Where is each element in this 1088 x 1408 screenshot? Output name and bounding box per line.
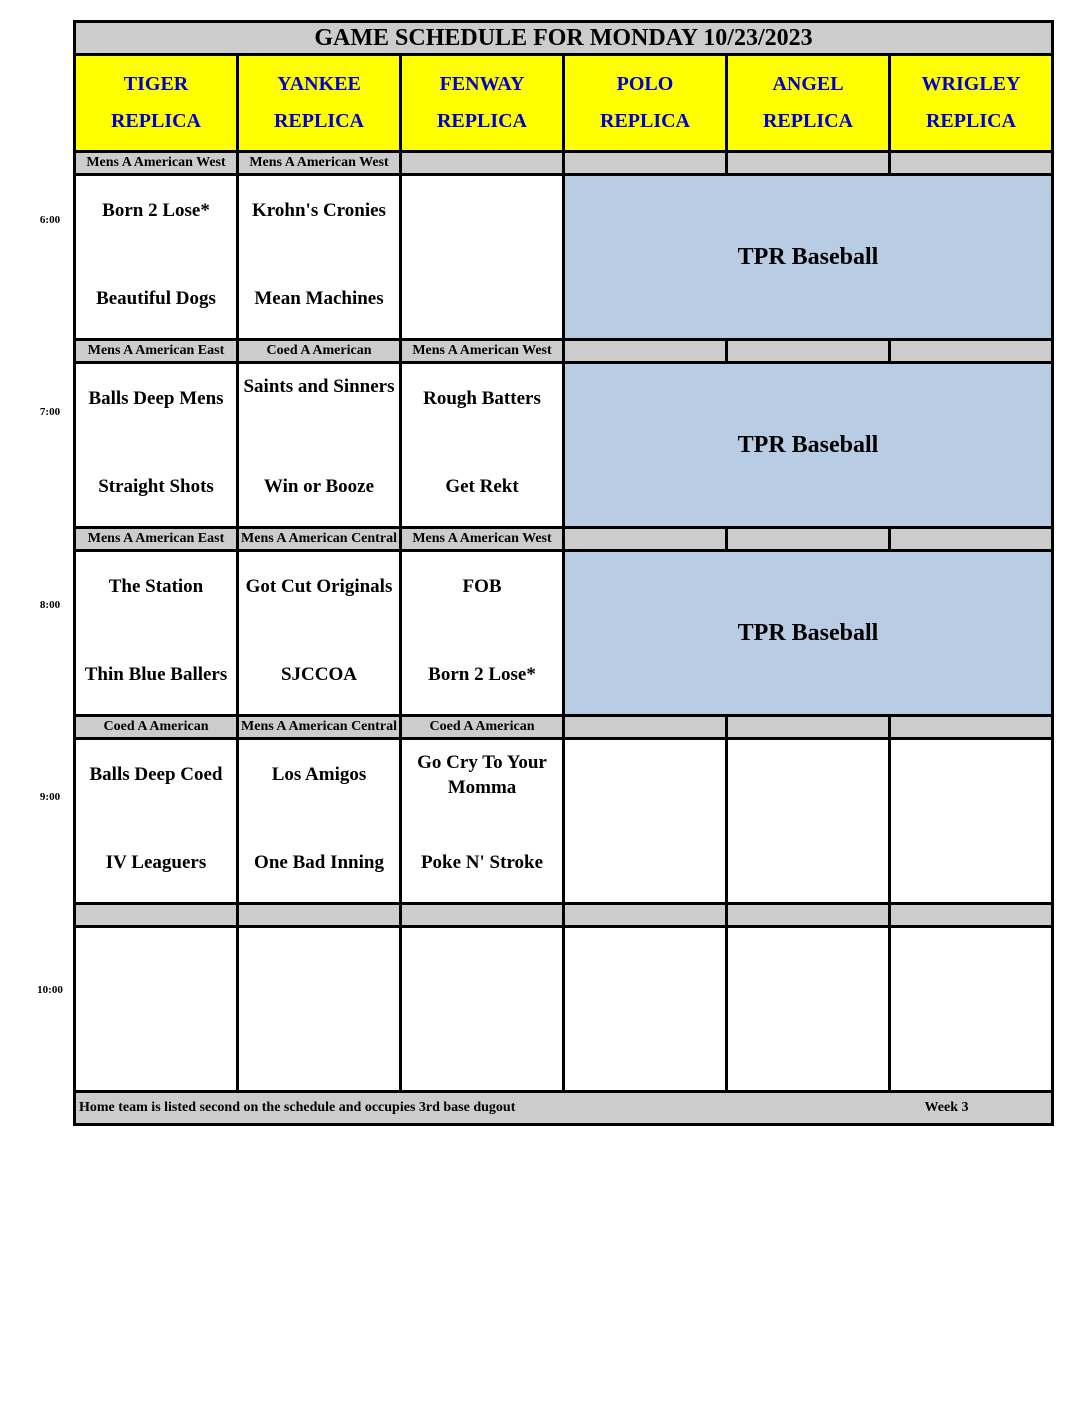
division-label: [238, 904, 401, 927]
division-label: Mens A American East: [75, 528, 238, 551]
division-label: [564, 340, 727, 363]
division-row-7pm: [75, 340, 1053, 363]
game-row-8pm: [75, 551, 1053, 716]
game-cell: [75, 739, 238, 904]
home-team-note: Home team is listed second on the schedule and occupies 3rd base dugout: [79, 1100, 516, 1115]
division-label: [564, 152, 727, 175]
tpr-baseball-block: TPR Baseball: [564, 175, 1053, 340]
division-row-6pm: [75, 152, 1053, 175]
division-label: [401, 152, 564, 175]
game-cell: [75, 363, 238, 528]
away-team: The Station: [108, 576, 204, 597]
home-team: Poke N' Stroke: [420, 852, 544, 873]
away-team: Got Cut Originals: [245, 576, 393, 597]
division-label: [727, 716, 890, 739]
away-team: Go Cry To Your Momma: [417, 752, 547, 798]
field-header-row: [75, 55, 1053, 152]
division-label: [727, 904, 890, 927]
field-header-polo: [564, 55, 727, 152]
field-subtitle: REPLICA: [110, 110, 201, 132]
field-header-tiger: [75, 55, 238, 152]
home-team: One Bad Inning: [254, 852, 384, 873]
game-cell: [75, 551, 238, 716]
division-label: Coed A American: [401, 716, 564, 739]
field-subtitle: REPLICA: [273, 110, 364, 132]
division-label: [564, 528, 727, 551]
division-label: Mens A American Central: [238, 716, 401, 739]
field-name: TIGER: [123, 73, 189, 95]
game-row-10pm: [75, 927, 1053, 1092]
game-cell: [727, 739, 890, 904]
field-header-yankee: [238, 55, 401, 152]
home-team: SJCCOA: [280, 664, 357, 685]
division-label: [401, 904, 564, 927]
field-name: POLO: [616, 73, 674, 95]
game-cell: [238, 551, 401, 716]
home-team: Win or Booze: [263, 476, 375, 497]
game-row-6pm: [75, 175, 1053, 340]
division-label: Coed A American: [75, 716, 238, 739]
time-label-7pm: 7:00: [39, 406, 61, 418]
home-team: Born 2 Lose*: [428, 664, 536, 685]
time-label-10pm: 10:00: [37, 984, 63, 996]
field-header-fenway: [401, 55, 564, 152]
field-name: FENWAY: [439, 73, 525, 95]
game-cell: [401, 551, 564, 716]
division-label: [727, 528, 890, 551]
week-label: Week 3: [924, 1100, 969, 1115]
field-header-wrigley: [890, 55, 1053, 152]
time-label-6pm: 6:00: [39, 214, 61, 226]
game-cell: [75, 927, 238, 1092]
game-cell: [401, 363, 564, 528]
home-team: IV Leaguers: [105, 852, 207, 873]
division-label: Mens A American Central: [238, 528, 401, 551]
schedule-footer: [75, 1092, 1053, 1125]
field-subtitle: REPLICA: [436, 110, 527, 132]
division-label: Mens A American East: [75, 340, 238, 363]
time-label-9pm: 9:00: [39, 791, 61, 803]
home-team: Mean Machines: [254, 288, 384, 309]
division-label: [890, 904, 1053, 927]
away-team: FOB: [462, 576, 502, 597]
home-team: Straight Shots: [98, 476, 214, 497]
game-cell: [75, 175, 238, 340]
division-label: Mens A American West: [401, 528, 564, 551]
division-label: [727, 152, 890, 175]
game-cell: [238, 927, 401, 1092]
field-subtitle: REPLICA: [762, 110, 853, 132]
division-label: [564, 904, 727, 927]
division-label: [75, 904, 238, 927]
game-row-7pm: [75, 363, 1053, 528]
field-subtitle: REPLICA: [599, 110, 690, 132]
home-team: Beautiful Dogs: [96, 288, 216, 309]
away-team: Rough Batters: [423, 388, 541, 409]
division-label: Mens A American West: [75, 152, 238, 175]
tpr-baseball-block: TPR Baseball: [564, 363, 1053, 528]
game-cell: [238, 363, 401, 528]
division-label: Coed A American: [238, 340, 401, 363]
field-subtitle: REPLICA: [925, 110, 1016, 132]
away-team: Balls Deep Coed: [89, 764, 223, 785]
time-label-8pm: 8:00: [39, 599, 61, 611]
field-header-angel: [727, 55, 890, 152]
game-cell: [727, 927, 890, 1092]
division-label: [727, 340, 890, 363]
division-row-10pm: [75, 904, 1053, 927]
game-row-9pm: [75, 739, 1053, 904]
home-team: Get Rekt: [445, 476, 519, 497]
division-label: Mens A American West: [238, 152, 401, 175]
schedule-table: [73, 20, 1054, 1126]
game-cell: [238, 175, 401, 340]
game-cell: [238, 739, 401, 904]
schedule-title: GAME SCHEDULE FOR MONDAY 10/23/2023: [75, 22, 1053, 55]
division-label: [890, 152, 1053, 175]
away-team: Balls Deep Mens: [88, 388, 224, 409]
game-cell: [890, 739, 1053, 904]
home-team: Thin Blue Ballers: [84, 664, 228, 685]
field-name: WRIGLEY: [921, 73, 1021, 95]
away-team: Krohn's Cronies: [252, 200, 386, 221]
game-cell: [890, 927, 1053, 1092]
game-cell: [564, 927, 727, 1092]
division-label: [890, 716, 1053, 739]
field-name: YANKEE: [277, 73, 361, 95]
away-team: Born 2 Lose*: [102, 200, 210, 221]
away-team: Saints and Sinners: [243, 376, 395, 397]
division-row-8pm: [75, 528, 1053, 551]
game-cell: [564, 739, 727, 904]
division-label: [890, 340, 1053, 363]
division-label: [564, 716, 727, 739]
division-label: [890, 528, 1053, 551]
game-cell: [401, 175, 564, 340]
game-cell: [401, 739, 564, 904]
away-team: Los Amigos: [271, 764, 367, 785]
tpr-baseball-block: TPR Baseball: [564, 551, 1053, 716]
division-label: Mens A American West: [401, 340, 564, 363]
game-cell: [401, 927, 564, 1092]
division-row-9pm: [75, 716, 1053, 739]
field-name: ANGEL: [772, 73, 844, 95]
